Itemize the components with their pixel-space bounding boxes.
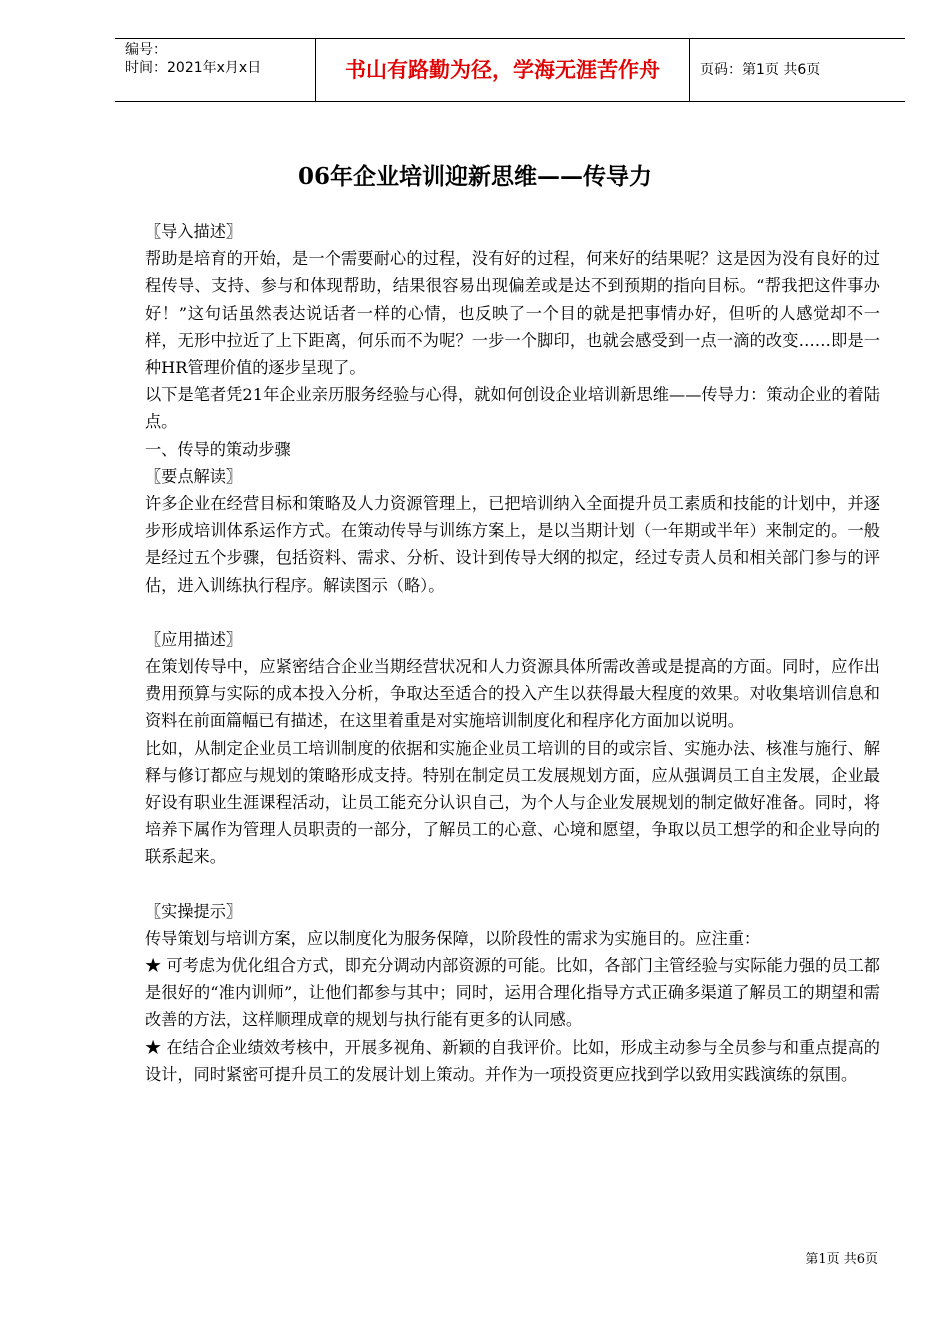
document-time: 时间：2021年x月x日 bbox=[125, 60, 262, 76]
paragraph: 传导策划与培训方案，应以制度化为服务保障，以阶段性的需求为实施目的。应注重： bbox=[145, 928, 761, 948]
paragraph: 〖实操提示〗 bbox=[145, 901, 243, 921]
paragraph: 在策划传导中，应紧密结合企业当期经营状况和人力资源具体所需改善或是提高的方面。同时，应作出费用预算与实际的成本投入分析，争取达至适合的投入产生以获得最大程度的效果。对收集培训信息和资料在前面篇幅已有描述，在这里着重是对实施培训制度化和程序化方面加以说明。 bbox=[145, 657, 880, 731]
paragraph: 比如，从制定企业员工培训制度的依据和实施企业员工培训的目的或宗旨、实施办法、核准与施行、解释与修订都应与规划的策略形成支持。特别在制定员工发展规划方面，应从强调员工自主发展，企业最好设有职业生涯课程活动，让员工能充分认识自己，为个人与企业发展规划的制定做好准备。同时，将培养下属作为管理人员职责的一部分，了解员工的心意、心境和愿望，争取以员工想学的和企业导向的联系起来。 bbox=[145, 738, 880, 867]
header-motto: 书山有路勤为径，学海无涯苦作舟 bbox=[316, 39, 690, 101]
paragraph: 〖导入描述〗 bbox=[145, 222, 243, 241]
paragraph: 帮助是培育的开始，是一个需要耐心的过程，没有好的过程，何来好的结果呢？这是因为没有良好的过程传导、支持、参与和体现帮助，结果很容易出现偏差或是达不到预期的指向目标。“帮我把这件事办好！”这句话虽然表达说话者一样的心情，也反映了一个目的就是把事情办好，但听的人感觉却不一样，无形中拉近了上下距离，何乐而不为呢？一步一个脚印，也就会感受到一点一滴的改变……即是一种HR管理价值的逐步呈现了。 bbox=[145, 249, 880, 378]
document-body bbox=[145, 218, 880, 1088]
document-number: 编号： bbox=[125, 42, 167, 58]
paragraph: 〖要点解读〗 bbox=[145, 466, 243, 486]
page-footer: 第1页 共6页 bbox=[805, 1252, 878, 1267]
paragraph: 以下是笔者凭21年企业亲历服务经验与心得，就如何创设企业培训新思维——传导力：策动企业的着陆点。 bbox=[145, 385, 880, 432]
paragraph: 一、传导的策动步骤 bbox=[145, 439, 291, 459]
document-title: 06年企业培训迎新思维——传导力 bbox=[297, 163, 652, 190]
paragraph: 许多企业在经营目标和策略及人力资源管理上，已把培训纳入全面提升员工素质和技能的计划中，并逐步形成培训体系运作方式。在策动传导与训练方案上，是以当期计划（一年期或半年）来制定的。一般是经过五个步骤，包括资料、需求、分析、设计到传导大纲的拟定，经过专责人员和相关部门参与的评估，进入训练执行程序。解读图示（略）。 bbox=[145, 494, 880, 595]
header-meta bbox=[115, 39, 316, 101]
page-header bbox=[115, 38, 905, 102]
paragraph: 〖应用描述〗 bbox=[145, 629, 243, 649]
header-page-info: 页码：第1页 共6页 bbox=[700, 62, 821, 78]
paragraph: ★ 在结合企业绩效考核中，开展多视角、新颖的自我评价。比如，形成主动参与全员参与和重点提高的设计，同时紧密可提升员工的发展计划上策动。并作为一项投资更应找到学以致用实践演练的氛围。 bbox=[145, 1037, 880, 1084]
blank-line bbox=[145, 871, 880, 898]
paragraph: ★ 可考虑为优化组合方式，即充分调动内部资源的可能。比如，各部门主管经验与实际能力强的员工都是很好的“准内训师”，让他们都参与其中；同时，运用合理化指导方式正确多渠道了解员工的期望和需改善的方法，这样顺理成章的规划与执行能有更多的认同感。 bbox=[145, 956, 880, 1030]
blank-line bbox=[145, 599, 880, 626]
